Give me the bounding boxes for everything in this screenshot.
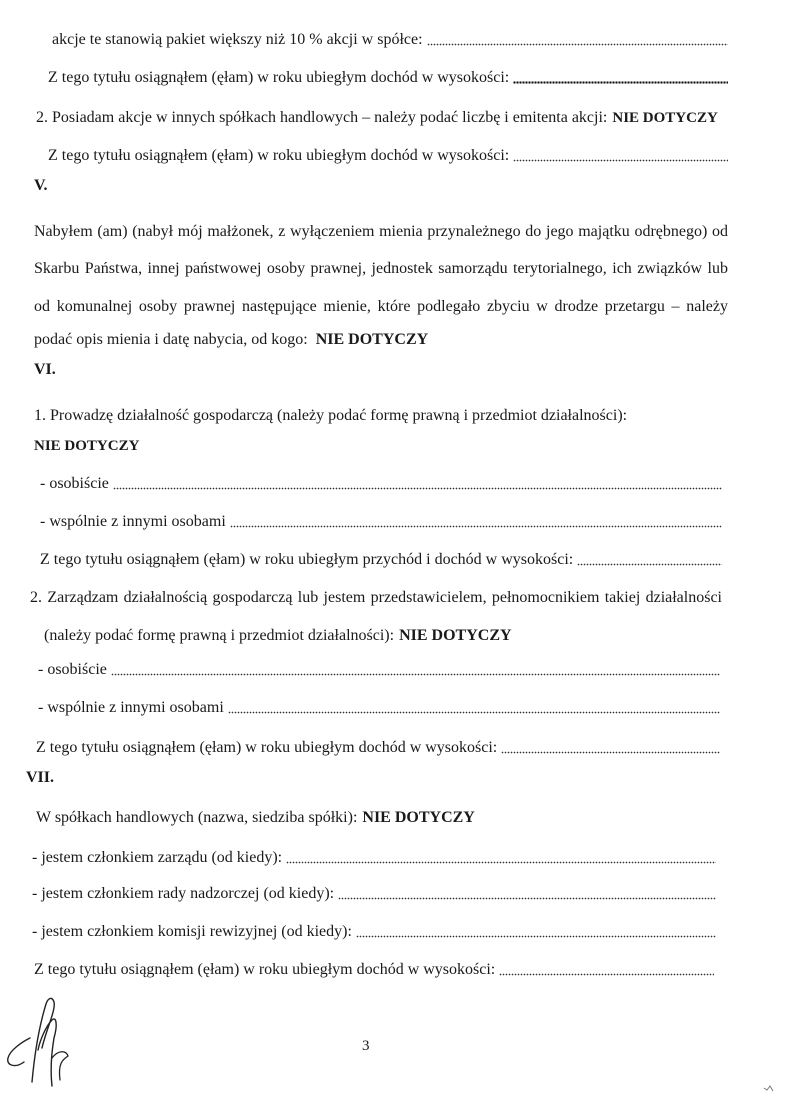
line-label: - wspólnie z innymi osobami xyxy=(38,699,224,716)
paragraph-text: Nabyłem (am) (nabył mój małżonek, z wyłączeniem mienia przynależnego do jego majątku odrębnego) od xyxy=(34,223,728,240)
answer-not-applicable: NIE DOTYCZY xyxy=(612,110,718,126)
section-v-paragraph-line-2 xyxy=(34,259,728,279)
line-label: - jestem członkiem rady nadzorczej (od kiedy): xyxy=(32,885,335,902)
line-label: Z tego tytułu osiągnąłem (ęłam) w roku ubiegłym dochód w wysokości: xyxy=(36,739,498,756)
section-vi-heading: VI. xyxy=(34,361,56,378)
dotted-fill xyxy=(356,934,716,938)
line-label: W spółkach handlowych (nazwa, siedziba spółki): xyxy=(36,809,358,826)
line-label: - jestem członkiem zarządu (od kiedy): xyxy=(32,849,283,866)
section-v-paragraph-line-1 xyxy=(34,222,728,242)
income-line-1 xyxy=(48,68,728,88)
dotted-fill xyxy=(286,860,716,864)
answer-not-applicable: NIE DOTYCZY xyxy=(399,627,512,644)
section-v-heading: V. xyxy=(34,177,48,194)
dotted-fill xyxy=(513,158,728,162)
line-label: - osobiście xyxy=(38,661,107,678)
supervisory-board-line xyxy=(32,884,716,904)
personally-line-2 xyxy=(38,660,720,680)
handwritten-signature-icon xyxy=(2,990,72,1090)
dotted-fill xyxy=(111,672,720,676)
line-label: Z tego tytułu osiągnąłem (ęłam) w roku ubiegłym dochód w wysokości: xyxy=(34,961,496,978)
dotted-fill xyxy=(499,972,714,976)
scan-speck-icon xyxy=(762,1080,776,1094)
personally-line xyxy=(40,474,722,494)
management-form-line xyxy=(44,626,512,646)
line-label: akcje te stanowią pakiet większy niż 10 % akcji w spółce: xyxy=(52,31,423,48)
dotted-fill xyxy=(577,562,722,566)
dotted-fill xyxy=(228,710,720,714)
line-label: - jestem członkiem komisji rewizyjnej (od kiedy): xyxy=(32,923,352,940)
management-line xyxy=(30,588,722,608)
audit-committee-line xyxy=(32,922,716,942)
line-label: - wspólnie z innymi osobami xyxy=(40,513,226,530)
line-label: Z tego tytułu osiągnąłem (ęłam) w roku ubiegłym przychód i dochód w wysokości: xyxy=(40,551,574,568)
answer-not-applicable: NIE DOTYCZY xyxy=(362,809,475,826)
other-shares-line xyxy=(36,108,736,128)
section-v-paragraph-line-4 xyxy=(34,330,428,350)
paragraph-text: podać opis mienia i datę nabycia, od kogo: xyxy=(34,331,308,348)
income-line-2 xyxy=(48,146,728,166)
line-label: Z tego tytułu osiągnąłem (ęłam) w roku ubiegłym dochód w wysokości: xyxy=(48,69,510,86)
dotted-fill xyxy=(230,524,722,528)
business-activity-line xyxy=(34,406,627,426)
answer-not-applicable: NIE DOTYCZY xyxy=(315,331,429,348)
line-label: 2. Posiadam akcje w innych spółkach handlowych – należy podać liczbę i emitenta akcji: xyxy=(36,109,608,126)
line-label: Z tego tytułu osiągnąłem (ęłam) w roku ubiegłym dochód w wysokości: xyxy=(48,147,510,164)
income-line-3 xyxy=(36,738,720,758)
line-label: 2. Zarządzam działalnością gospodarczą lub jestem przedstawicielem, pełnomocnikiem takiej działalności xyxy=(30,589,722,606)
dotted-fill xyxy=(501,750,720,754)
dotted-fill xyxy=(513,80,728,84)
dotted-fill xyxy=(338,896,716,900)
answer-not-applicable: NIE DOTYCZY xyxy=(34,438,140,454)
commercial-companies-line xyxy=(36,808,475,828)
line-label: 1. Prowadzę działalność gospodarczą (należy podać formę prawną i przedmiot działalności): xyxy=(34,407,628,424)
income-line-4 xyxy=(34,960,714,980)
line-label: (należy podać formę prawną i przedmiot działalności): xyxy=(44,627,395,644)
line-label: - osobiście xyxy=(40,475,109,492)
jointly-line xyxy=(40,512,722,532)
board-member-line xyxy=(32,848,716,868)
dotted-fill xyxy=(427,42,728,46)
section-v-paragraph-line-3 xyxy=(34,297,728,317)
jointly-line-2 xyxy=(38,698,720,718)
paragraph-text: Skarbu Państwa, innej państwowej osoby prawnej, jednostek samorządu terytorialnego, ich związków lub xyxy=(34,260,728,277)
page-number: 3 xyxy=(362,1038,370,1054)
shares-over-10-percent-line xyxy=(52,30,728,50)
paragraph-text: od komunalnej osoby prawnej następujące mienie, które podlegało zbyciu w drodze przetargu – należy xyxy=(34,298,728,315)
revenue-income-line xyxy=(40,550,722,570)
section-vii-heading: VII. xyxy=(26,769,55,786)
dotted-fill xyxy=(113,486,722,490)
